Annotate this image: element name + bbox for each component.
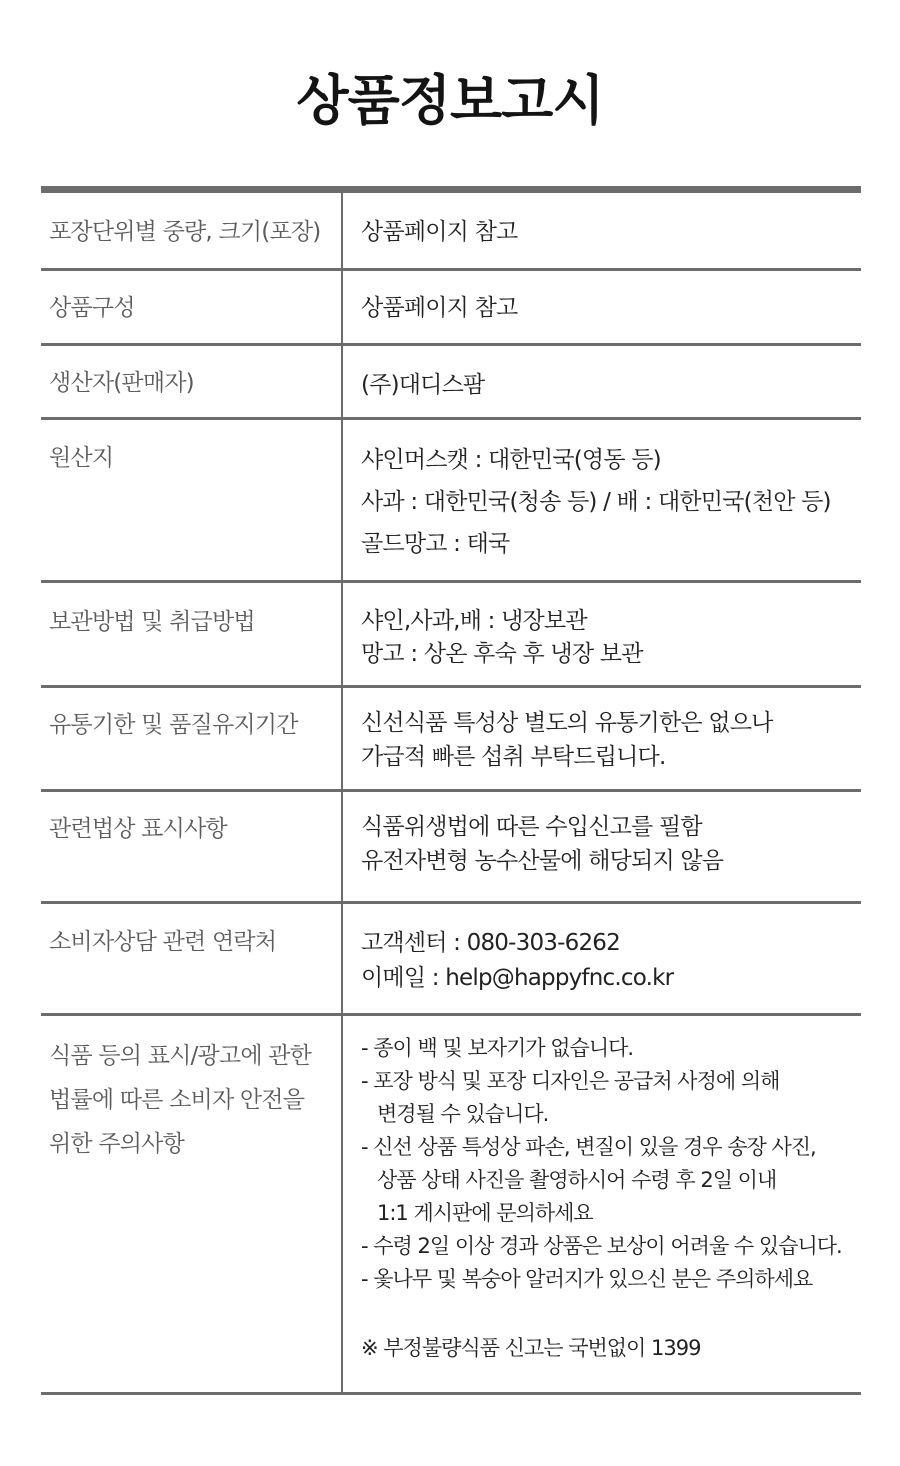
report-notice: ※ 부정불량식품 신고는 국번없이 1399 xyxy=(361,1336,701,1360)
row-label xyxy=(41,904,341,1013)
row-label xyxy=(41,193,341,268)
value-line: 이메일 : help@happyfnc.co.kr xyxy=(361,965,674,991)
row-label xyxy=(41,420,341,580)
value-line: 유전자변형 농수산물에 해당되지 않음 xyxy=(361,848,724,874)
label-line: 위한 주의사항 xyxy=(49,1131,185,1157)
row-label xyxy=(41,346,341,417)
value-line: (주)대디스팜 xyxy=(361,372,485,398)
notice-line: 1:1 게시판에 문의하세요 xyxy=(377,1201,593,1225)
table-row xyxy=(41,420,861,583)
value-line: 샤인머스캣 : 대한민국(영동 등) xyxy=(361,447,661,473)
row-value xyxy=(341,346,861,417)
label-line: 관련법상 표시사항 xyxy=(49,816,227,842)
value-line: 골드망고 : 태국 xyxy=(361,531,510,557)
notice-line: 변경될 수 있습니다. xyxy=(377,1102,549,1126)
row-value xyxy=(341,271,861,343)
row-value xyxy=(341,193,861,268)
label-line: 식품 등의 표시/광고에 관한 xyxy=(49,1043,312,1069)
notice-line: - 옻나무 및 복숭아 알러지가 있으신 분은 주의하세요 xyxy=(361,1267,813,1291)
label-line: 법률에 따른 소비자 안전을 xyxy=(49,1087,305,1113)
row-value xyxy=(341,1016,861,1392)
row-value xyxy=(341,420,861,580)
table-row xyxy=(41,193,861,271)
value-line: 사과 : 대한민국(청송 등) / 배 : 대한민국(천안 등) xyxy=(361,489,831,515)
row-label xyxy=(41,792,341,901)
page-title: 상품정보고시 xyxy=(296,69,604,132)
label-line: 유통기한 및 품질유지기간 xyxy=(49,712,298,738)
label-line: 소비자상담 관련 연락처 xyxy=(49,929,277,955)
value-line: 상품페이지 참고 xyxy=(361,219,518,245)
row-label xyxy=(41,583,341,685)
label-line: 보관방법 및 취급방법 xyxy=(49,609,255,635)
label-line: 원산지 xyxy=(49,445,114,471)
label-line: 생산자(판매자) xyxy=(49,370,194,396)
value-line: 가급적 빠른 섭취 부탁드립니다. xyxy=(361,744,666,770)
table-row xyxy=(41,346,861,420)
row-label xyxy=(41,1016,341,1392)
row-value xyxy=(341,792,861,901)
label-line: 상품구성 xyxy=(49,295,135,321)
value-line: 망고 : 상온 후숙 후 냉장 보관 xyxy=(361,641,643,667)
table-row xyxy=(41,271,861,346)
table-row xyxy=(41,1016,861,1395)
value-line: 식품위생법에 따른 수입신고를 필함 xyxy=(361,814,702,840)
table-row xyxy=(41,904,861,1016)
table-row xyxy=(41,792,861,904)
notice-line: 상품 상태 사진을 촬영하시어 수령 후 2일 이내 xyxy=(377,1168,777,1192)
notice-line: - 신선 상품 특성상 파손, 변질이 있을 경우 송장 사진, xyxy=(361,1135,816,1159)
row-value xyxy=(341,583,861,685)
row-value xyxy=(341,904,861,1013)
row-label xyxy=(41,271,341,343)
notice-line: - 포장 방식 및 포장 디자인은 공급처 사정에 의해 xyxy=(361,1069,780,1093)
table-row xyxy=(41,583,861,688)
value-line: 고객센터 : 080-303-6262 xyxy=(361,930,620,956)
label-line: 포장단위별 중량, 크기(포장) xyxy=(49,219,321,245)
notice-line xyxy=(361,1296,861,1332)
table-row xyxy=(41,688,861,792)
row-label xyxy=(41,688,341,789)
value-line: 신선식품 특성상 별도의 유통기한은 없으나 xyxy=(361,710,773,736)
notice-line: - 수령 2일 이상 경과 상품은 보상이 어려울 수 있습니다. xyxy=(361,1234,842,1258)
value-line: 샤인,사과,배 : 냉장보관 xyxy=(361,608,587,634)
value-line: 상품페이지 참고 xyxy=(361,295,518,321)
row-value xyxy=(341,688,861,789)
product-info-table xyxy=(41,186,861,1395)
notice-line: - 종이 백 및 보자기가 없습니다. xyxy=(361,1036,634,1060)
